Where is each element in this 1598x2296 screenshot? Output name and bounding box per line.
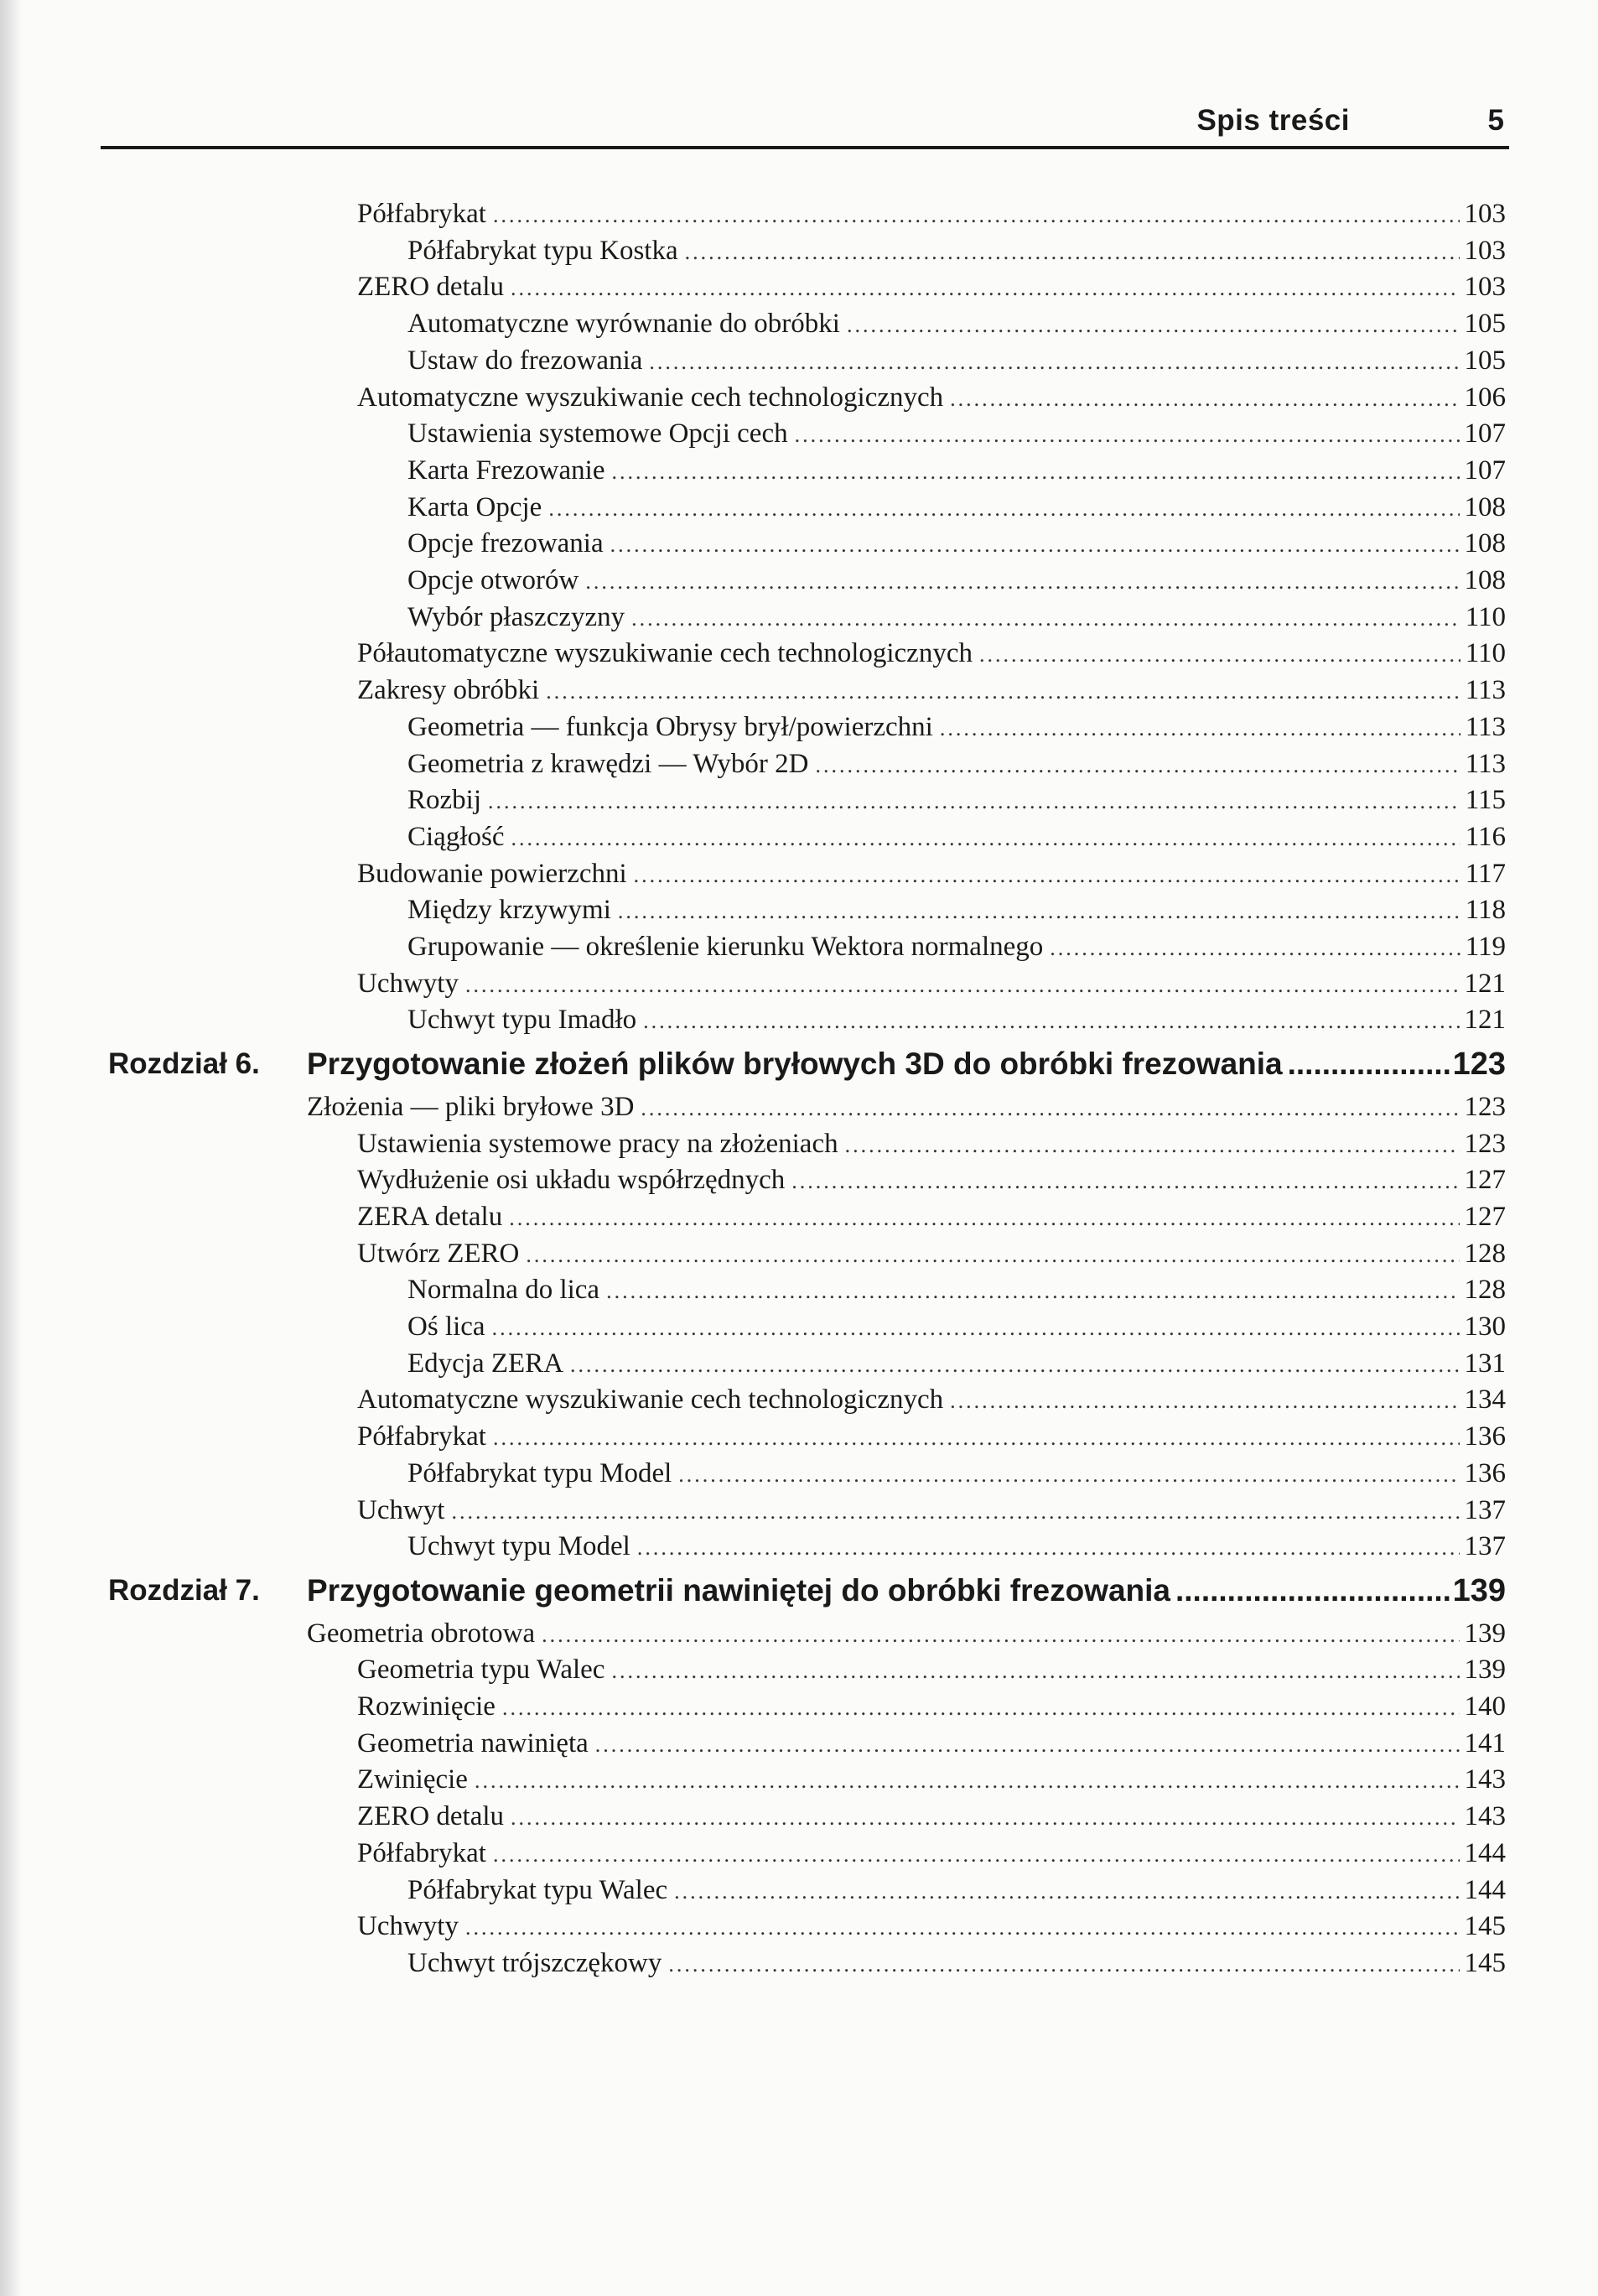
dot-leader [475,1763,1460,1800]
toc-entry-title: Zwinięcie [357,1764,468,1795]
toc-entry-page-number: 103 [1464,199,1506,229]
dot-leader [493,197,1460,234]
dot-leader [493,1836,1460,1873]
toc-entry-page-number: 141 [1464,1727,1506,1758]
toc-entry-page-number: 121 [1464,968,1506,999]
toc-entry-title: Ciągłość [407,821,505,852]
toc-entry [357,1492,1506,1529]
dot-leader [465,1909,1460,1946]
toc-entry-title: Automatyczne wyszukiwanie cech technologicznych [357,1384,944,1416]
toc-entry-page-number: 136 [1464,1457,1506,1488]
dot-leader [674,1873,1459,1910]
toc-entry-title: Normalna do lica [407,1275,600,1306]
toc-entry-title: Ustawienia systemowe Opcji cech [407,418,788,449]
dot-leader [791,1163,1459,1200]
toc-entry [407,1872,1506,1909]
dot-leader [492,1310,1460,1347]
toc-entry [357,1381,1506,1418]
dot-leader [1288,1043,1450,1085]
toc-entry-page-number: 116 [1465,821,1506,852]
toc-entry [407,1308,1506,1345]
toc-entry [407,1945,1506,1982]
chapter-label: Rozdział 7. [108,1573,260,1607]
chapter-page-number: 139 [1452,1572,1506,1608]
dot-leader [509,1200,1459,1237]
dot-leader [847,307,1460,344]
dot-leader [488,783,1461,820]
toc-entry [357,1688,1506,1725]
toc-entry-title: Półautomatyczne wyszukiwanie cech technologicznych [357,638,973,669]
dot-leader [1050,930,1460,967]
toc-entry-page-number: 108 [1464,491,1506,522]
toc-entry-title: Karta Opcje [407,491,542,522]
toc-entry-title: ZERA detalu [357,1201,503,1232]
toc-entry [407,232,1506,269]
toc-entry-title: Uchwyt [357,1494,445,1525]
dot-leader [606,1273,1459,1310]
toc-entry-title: Opcje otworów [407,565,579,595]
toc-entry-title: Utwórz ZERO [357,1238,520,1269]
toc-entry-page-number: 103 [1464,235,1506,266]
toc-entry-page-number: 128 [1464,1275,1506,1306]
toc-entry [407,1455,1506,1492]
toc-entry-page-number: 121 [1464,1005,1506,1036]
toc-entry-title: Ustawienia systemowe pracy na złożeniach [357,1128,838,1159]
toc-entry-page-number: 113 [1465,675,1506,706]
toc-entry [307,1615,1506,1652]
toc-entry [307,1088,1506,1125]
toc-entry [407,1271,1506,1308]
toc-entry-title: Półfabrykat [357,199,486,229]
dot-leader [570,1347,1459,1384]
dot-leader [649,344,1459,381]
dot-leader [526,1237,1459,1274]
toc-entry-page-number: 115 [1465,785,1506,816]
dot-leader [502,1690,1460,1727]
toc-entry-title: ZERO detalu [357,272,505,303]
toc-entry-title: ZERO detalu [357,1801,505,1832]
page-spine-shadow [0,0,22,2296]
dot-leader [685,234,1460,271]
toc-entry [357,1651,1506,1688]
dot-leader [511,1800,1459,1836]
dot-leader [668,1946,1459,1983]
toc-entry-title: Półfabrykat typu Kostka [407,235,678,266]
toc-entry-page-number: 108 [1464,528,1506,559]
toc-entry-title: Uchwyty [357,968,459,999]
toc-entry [407,599,1506,636]
toc-entry-page-number: 123 [1464,1128,1506,1159]
toc-entry [357,855,1506,892]
toc-entry-title: Geometria nawinięta [357,1727,589,1758]
toc-entry-page-number: 123 [1464,1091,1506,1122]
toc-entry-title: Automatyczne wyrównanie do obróbki [407,309,840,340]
toc-entry [357,1798,1506,1835]
toc-entry [357,195,1506,232]
toc-entry-page-number: 130 [1464,1312,1506,1342]
toc-entry-title: Budowanie powierzchni [357,858,627,889]
toc-entry-title: Geometria obrotowa [307,1618,536,1649]
toc-entry [357,1235,1506,1272]
toc-entry-page-number: 131 [1464,1348,1506,1379]
dot-leader [815,747,1460,784]
toc-entry-title: Ustaw do frezowania [407,345,643,376]
toc-entry [407,415,1506,452]
toc-entry-page-number: 106 [1464,382,1506,413]
toc-entry [357,1761,1506,1798]
toc-entry [407,1001,1506,1038]
toc-entry-page-number: 140 [1464,1691,1506,1722]
toc-entry-title: Geometria typu Walec [357,1654,605,1686]
toc-entry-page-number: 110 [1465,601,1506,632]
toc-entry [357,1908,1506,1945]
toc-entry-page-number: 127 [1464,1165,1506,1196]
toc-entry-page-number: 136 [1464,1421,1506,1452]
toc-entry [357,635,1506,672]
dot-leader [542,1617,1459,1654]
toc-entry-title: Opcje frezowania [407,528,604,559]
toc-entry [407,525,1506,562]
dot-leader [631,600,1461,637]
toc-entry-page-number: 144 [1464,1837,1506,1868]
toc-entry-page-number: 127 [1464,1201,1506,1232]
toc-entry [407,342,1506,379]
header-rule [101,146,1509,149]
toc-entry [357,965,1506,1002]
toc-entry-title: Półfabrykat typu Model [407,1457,672,1488]
toc-entry-page-number: 113 [1465,748,1506,779]
toc-entry-page-number: 134 [1464,1384,1506,1416]
chapter-title: Przygotowanie złożeń plików bryłowych 3D do obróbki frezowania [307,1047,1283,1082]
header-section-title: Spis treści [1196,104,1350,137]
dot-leader [618,893,1461,930]
toc-entry [407,818,1506,855]
toc-entry [407,928,1506,965]
dot-leader [611,454,1459,491]
toc-entry-page-number: 139 [1464,1618,1506,1649]
dot-leader [511,270,1459,307]
toc-entry-page-number: 107 [1464,418,1506,449]
toc-entry [357,268,1506,305]
toc-entry [407,782,1506,818]
dot-leader [950,381,1459,418]
toc-entry [357,1161,1506,1198]
dot-leader [548,491,1459,527]
toc-entry-title: Geometria z krawędzi — Wybór 2D [407,748,809,779]
dot-leader [451,1493,1459,1530]
toc-entry [407,562,1506,599]
dot-leader [845,1127,1460,1164]
toc-entry [407,1528,1506,1565]
dot-leader [641,1090,1459,1127]
toc-entry-title: Automatyczne wyszukiwanie cech technologicznych [357,382,944,413]
toc-entry-title: Uchwyt typu Imadło [407,1005,637,1036]
toc-entry-title: Geometria — funkcja Obrysy brył/powierzchni [407,711,933,742]
toc-entry-title: Wydłużenie osi układu współrzędnych [357,1165,786,1196]
toc-entry-page-number: 117 [1465,858,1506,889]
toc-entry-title: Grupowanie — określenie kierunku Wektora normalnego [407,932,1044,962]
dot-leader [678,1457,1459,1493]
toc-entry [357,1418,1506,1455]
toc-entry-title: Uchwyt typu Model [407,1531,630,1562]
dot-leader [493,1420,1460,1457]
toc-entry-page-number: 144 [1464,1874,1506,1905]
toc-entry-title: Rozwinięcie [357,1691,495,1722]
dot-leader [643,1003,1459,1040]
dot-leader [1175,1570,1450,1612]
toc-entry-title: Rozbij [407,785,481,816]
toc-entry [407,489,1506,526]
toc-entry-title: Półfabrykat [357,1421,486,1452]
toc-entry [357,1198,1506,1235]
dot-leader [979,636,1461,673]
dot-leader [950,1383,1459,1420]
toc-entry [357,672,1506,709]
toc-entry-page-number: 105 [1464,309,1506,340]
dot-leader [637,1530,1460,1566]
toc-entry-page-number: 137 [1464,1531,1506,1562]
chapter-title: Przygotowanie geometrii nawiniętej do obróbki frezowania [307,1572,1170,1608]
toc-entry [407,1345,1506,1382]
dot-leader [634,857,1461,894]
toc-entry-title: Półfabrykat typu Walec [407,1874,668,1905]
dot-leader [610,527,1460,564]
toc-entry [407,891,1506,928]
toc-entry-title: Złożenia — pliki bryłowe 3D [307,1091,635,1122]
dot-leader [465,967,1460,1004]
toc-entry-page-number: 143 [1464,1801,1506,1832]
toc-entry [357,1835,1506,1872]
dot-leader [585,564,1459,600]
toc-entry-page-number: 103 [1464,272,1506,303]
toc-entry-title: Karta Frezowanie [407,455,605,486]
toc-entry-page-number: 107 [1464,455,1506,486]
toc-entry-title: Zakresy obróbki [357,675,540,706]
toc-entry-page-number: 110 [1465,638,1506,669]
toc-entry [407,305,1506,342]
toc-entry-title: Między krzywymi [407,895,611,926]
toc-entry-page-number: 113 [1465,711,1506,742]
dot-leader [595,1727,1460,1764]
toc-entry-page-number: 119 [1465,932,1506,962]
toc-entry [407,452,1506,489]
running-header [101,104,1509,144]
toc-entry-page-number: 145 [1464,1947,1506,1978]
toc-entry-page-number: 145 [1464,1911,1506,1942]
toc-entry-page-number: 128 [1464,1238,1506,1269]
toc-entry-page-number: 108 [1464,565,1506,595]
chapter-heading [108,1570,1506,1612]
toc-entry-title: Wybór płaszczyzny [407,601,625,632]
toc-entry-title: Półfabrykat [357,1837,486,1868]
toc-entry [357,1125,1506,1162]
toc-entry [407,709,1506,745]
dot-leader [546,673,1461,710]
header-page-number: 5 [1487,104,1504,137]
dot-leader [611,1653,1459,1690]
toc-entry [407,745,1506,782]
toc-entry-page-number: 139 [1464,1654,1506,1686]
chapter-label: Rozdział 6. [108,1047,260,1081]
toc-entry [357,379,1506,416]
dot-leader [511,820,1460,857]
chapter-heading [108,1043,1506,1085]
toc-entry-title: Uchwyt trójszczękowy [407,1947,662,1978]
dot-leader [940,710,1461,747]
toc-entry-title: Edycja ZERA [407,1348,564,1379]
toc-entry-title: Uchwyty [357,1911,459,1942]
chapter-page-number: 123 [1452,1047,1506,1083]
toc-entry-title: Oś lica [407,1312,485,1342]
dot-leader [795,417,1460,454]
toc-entry-page-number: 143 [1464,1764,1506,1795]
toc-entry [357,1725,1506,1762]
toc-entry-page-number: 137 [1464,1494,1506,1525]
toc-entry-page-number: 105 [1464,345,1506,376]
toc-entry-page-number: 118 [1465,895,1506,926]
